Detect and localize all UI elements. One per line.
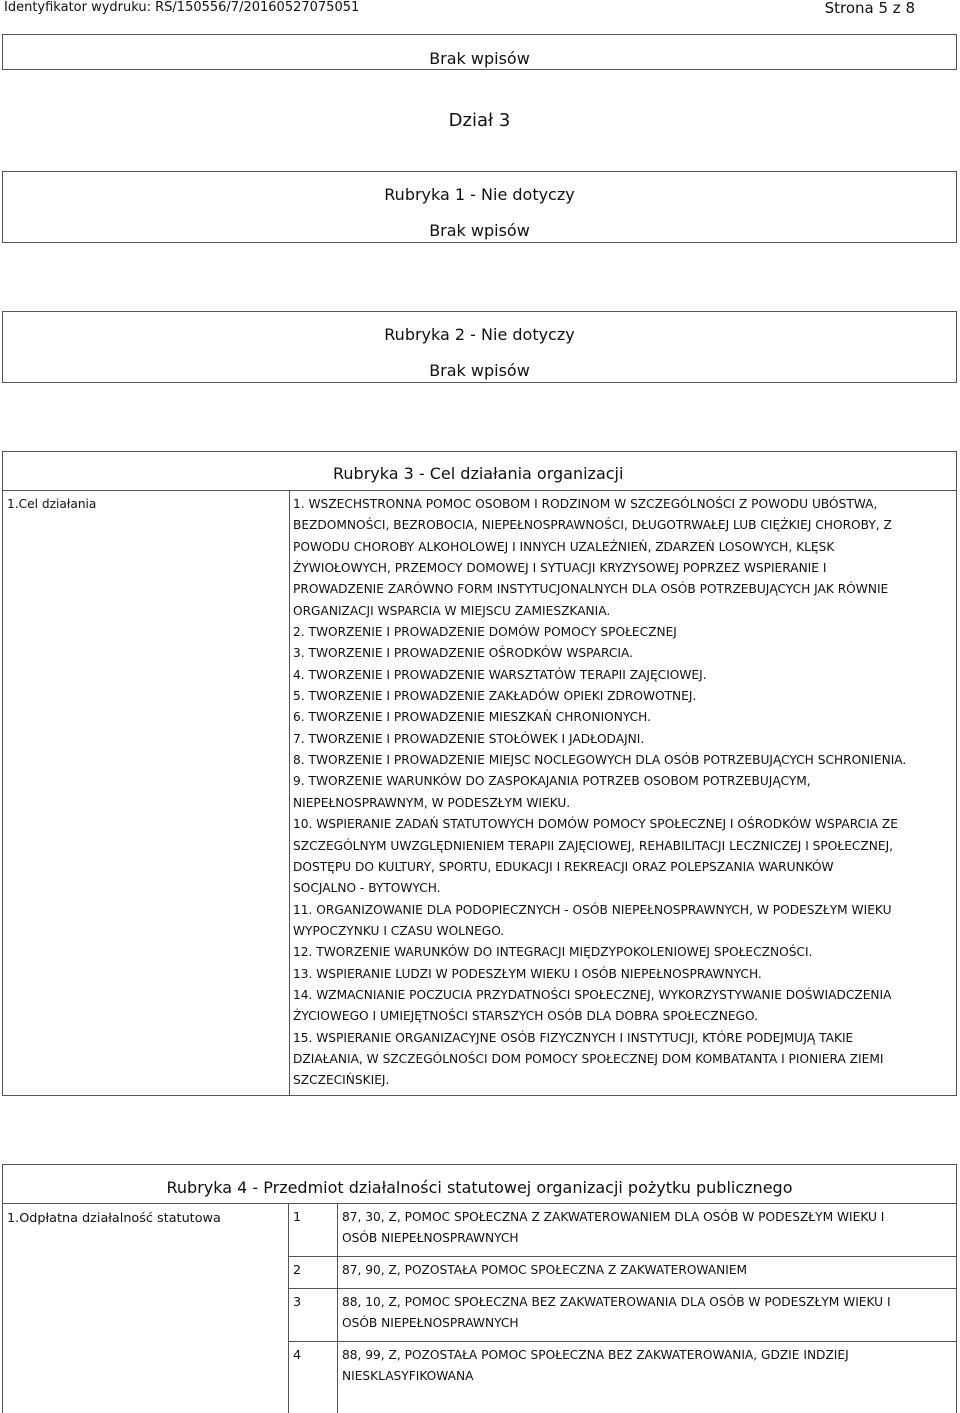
cel-line: DOSTĘPU DO KULTURY, SPORTU, EDUKACJI I REKREACJI ORAZ POLEPSZANIA WARUNKÓW <box>293 859 834 874</box>
activity-line: 88, 99, Z, POZOSTAŁA POMOC SPOŁECZNA BEZ ZAKWATEROWANIA, GDZIE INDZIEJ <box>342 1348 849 1362</box>
rubryka-3-title: Rubryka 3 - Cel działania organizacji <box>333 464 624 483</box>
activity-description <box>342 1345 957 1388</box>
cel-line: SZCZECIŃSKIEJ. <box>293 1073 390 1088</box>
activity-number: 2 <box>293 1263 302 1278</box>
cel-line: 13. WSPIERANIE LUDZI W PODESZŁYM WIEKU I OSÓB NIEPEŁNOSPRAWNYCH. <box>293 966 762 981</box>
cel-line: 4. TWORZENIE I PROWADZENIE WARSZTATÓW TERAPII ZAJĘCIOWEJ. <box>293 667 707 682</box>
cel-line: 15. WSPIERANIE ORGANIZACYJNE OSÓB FIZYCZNYCH I INSTYTUCJI, KTÓRE PODEJMUJĄ TAKIE <box>293 1030 854 1045</box>
cel-line: 6. TWORZENIE I PROWADZENIE MIESZKAŃ CHRONIONYCH. <box>293 710 651 725</box>
section-title: Dział 3 <box>448 110 511 131</box>
rubryka-2-text: Brak wpisów <box>429 361 530 380</box>
rubryka-1 <box>2 171 957 243</box>
cel-line: 7. TWORZENIE I PROWADZENIE STOŁÓWEK I JADŁODAJNI. <box>293 731 645 746</box>
activity-number: 4 <box>293 1348 302 1363</box>
activity-number: 1 <box>293 1210 302 1225</box>
rubryka-3-label: 1.Cel działania <box>7 497 97 511</box>
cel-line: 2. TWORZENIE I PROWADZENIE DOMÓW POMOCY SPOŁECZNEJ <box>293 625 677 640</box>
activity-line: NIESKLASYFIKOWANA <box>342 1369 474 1384</box>
cel-line: 3. TWORZENIE I PROWADZENIE OŚRODKÓW WSPARCIA. <box>293 646 633 661</box>
rubryka-3-content <box>293 494 958 1092</box>
cel-line: BEZDOMNOŚCI, BEZROBOCIA, NIEPEŁNOSPRAWNOŚCI, DŁUGOTRWAŁEJ LUB CIĘŻKIEJ CHOROBY, Z <box>293 518 892 533</box>
rubryka-4-label: 1.Odpłatna działalność statutowa <box>7 1211 221 1226</box>
activity-line: 87, 30, Z, POMOC SPOŁECZNA Z ZAKWATEROWANIEM DLA OSÓB W PODESZŁYM WIEKU I <box>342 1210 885 1224</box>
cel-line: 12. TWORZENIE WARUNKÓW DO INTEGRACJI MIĘDZYPOKOLENIOWEJ SPOŁECZNOŚCI. <box>293 945 813 960</box>
activity-line: OSÓB NIEPEŁNOSPRAWNYCH <box>342 1316 519 1331</box>
cel-line: PROWADZENIE ZARÓWNO FORM INSTYTUCJONALNYCH DLA OSÓB POTRZEBUJĄCYCH JAK RÓWNIE <box>293 582 889 597</box>
activity-description <box>342 1260 957 1281</box>
cel-line: SOCJALNO - BYTOWYCH. <box>293 881 441 896</box>
activity-line: 88, 10, Z, POMOC SPOŁECZNA BEZ ZAKWATEROWANIA DLA OSÓB W PODESZŁYM WIEKU I <box>342 1295 891 1309</box>
cel-line: ŻYWIOŁOWYCH, PRZEMOCY DOMOWEJ I SYTUACJI KRYZYSOWEJ POPRZEZ WSPIERANIE I <box>293 561 827 576</box>
activity-number: 3 <box>293 1295 302 1310</box>
rubryka-2 <box>2 311 957 383</box>
cel-line: SZCZEGÓLNYM UWZGLĘDNIENIEM TERAPII ZAJĘCIOWEJ, REHABILITACJI LECZNICZEJ I SPOŁECZNEJ, <box>293 838 894 853</box>
cel-line: ŻYCIOWEGO I UMIEJĘTNOŚCI STARSZYCH OSÓB DLA DOBRA SPOŁECZNEGO. <box>293 1009 758 1024</box>
cel-line: 14. WZMACNIANIE POCZUCIA PRZYDATNOŚCI SPOŁECZNEJ, WYKORZYSTYWANIE DOŚWIADCZENIA <box>293 987 892 1002</box>
cel-line: 10. WSPIERANIE ZADAŃ STATUTOWYCH DOMÓW POMOCY SPOŁECZNEJ I OŚRODKÓW WSPARCIA ZE <box>293 817 898 832</box>
print-id: Identyfikator wydruku: RS/150556/7/20160527075051 <box>4 0 360 15</box>
rubryka-4 <box>2 1164 957 1413</box>
cel-line: 8. TWORZENIE I PROWADZENIE MIEJSC NOCLEGOWYCH DLA OSÓB POTRZEBUJĄCYCH SCHRONIENIA. <box>293 753 907 768</box>
page-number: Strona 5 z 8 <box>824 0 915 17</box>
activity-line: 87, 90, Z, POZOSTAŁA POMOC SPOŁECZNA Z ZAKWATEROWANIEM <box>342 1263 748 1277</box>
activity-description <box>342 1292 957 1335</box>
top-box <box>2 34 957 70</box>
cel-line: 11. ORGANIZOWANIE DLA PODOPIECZNYCH - OSÓB NIEPEŁNOSPRAWNYCH, W PODESZŁYM WIEKU <box>293 902 892 917</box>
rubryka-4-title: Rubryka 4 - Przedmiot działalności statutowej organizacji pożytku publicznego <box>166 1178 793 1197</box>
cel-line: WYPOCZYNKU I CZASU WOLNEGO. <box>293 923 505 938</box>
rubryka-1-text: Brak wpisów <box>429 221 530 240</box>
cel-line: ORGANIZACJI WSPARCIA W MIEJSCU ZAMIESZKANIA. <box>293 603 611 618</box>
cel-line: NIEPEŁNOSPRAWNYM, W PODESZŁYM WIEKU. <box>293 795 571 810</box>
activity-line: OSÓB NIEPEŁNOSPRAWNYCH <box>342 1231 519 1246</box>
cel-line: DZIAŁANIA, W SZCZEGÓLNOŚCI DOM POMOCY SPOŁECZNEJ DOM KOMBATANTA I PIONIERA ZIEMI <box>293 1051 884 1066</box>
activity-description <box>342 1207 957 1250</box>
cel-line: 5. TWORZENIE I PROWADZENIE ZAKŁADÓW OPIEKI ZDROWOTNEJ. <box>293 689 697 704</box>
top-box-text: Brak wpisów <box>429 49 530 68</box>
cel-line: 9. TWORZENIE WARUNKÓW DO ZASPOKAJANIA POTRZEB OSOBOM POTRZEBUJĄCYM, <box>293 774 811 789</box>
cel-line: 1. WSZECHSTRONNA POMOC OSOBOM I RODZINOM W SZCZEGÓLNOŚCI Z POWODU UBÓSTWA, <box>293 497 878 511</box>
rubryka-1-title: Rubryka 1 - Nie dotyczy <box>384 185 575 204</box>
rubryka-2-title: Rubryka 2 - Nie dotyczy <box>384 325 575 344</box>
rubryka-3 <box>2 451 957 1096</box>
cel-line: POWODU CHOROBY ALKOHOLOWEJ I INNYCH UZALEŻNIEŃ, ZDARZEŃ LOSOWYCH, KLĘSK <box>293 539 835 554</box>
